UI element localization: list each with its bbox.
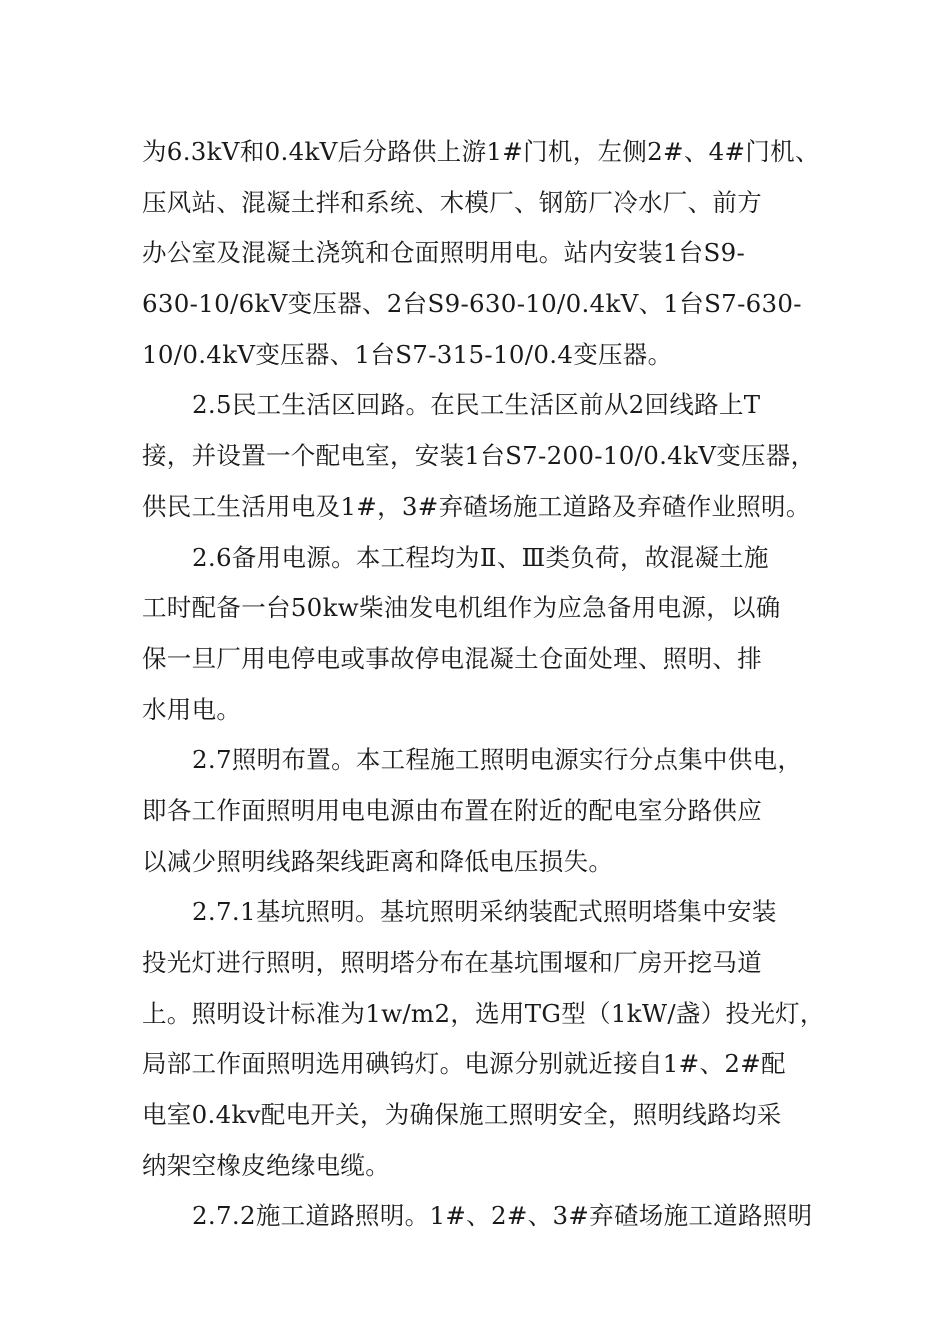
text-line: 办公室及混凝土浇筑和仓面照明用电。站内安装1台S9- xyxy=(142,238,746,268)
text-line: 水用电。 xyxy=(142,694,242,724)
paragraph-heading-line: 2.5民工生活区回路。在民工生活区前从2回线路上T xyxy=(192,390,761,420)
text-line: 即各工作面照明用电电源由布置在附近的配电室分路供应 xyxy=(142,795,762,825)
text-line: 压风站、混凝土拌和系统、木模厂、钢筋厂冷水厂、前方 xyxy=(142,187,762,217)
text-line: 以减少照明线路架线距离和降低电压损失。 xyxy=(142,846,614,876)
text-line: 接，并设置一个配电室，安装1台S7-200-10/0.4kV变压器， xyxy=(142,441,816,471)
text-line: 工时配备一台50kw柴油发电机组作为应急备用电源，以确 xyxy=(142,593,781,623)
paragraph-heading-line: 2.6备用电源。本工程均为Ⅱ、Ⅲ类负荷，故混凝土施 xyxy=(192,542,769,572)
text-line: 电室0.4kv配电开关，为确保施工照明安全，照明线路均采 xyxy=(142,1100,782,1130)
document-body xyxy=(142,127,842,1242)
text-line: 630-10/6kV变压器、2台S9-630-10/0.4kV、1台S7-630- xyxy=(142,289,802,319)
paragraph-heading-line: 2.7.1基坑照明。基坑照明采纳装配式照明塔集中安装 xyxy=(192,897,777,927)
text-line: 为6.3kV和0.4kV后分路供上游1#门机，左侧2#、4#门机、 xyxy=(142,137,820,166)
text-line: 纳架空橡皮绝缘电缆。 xyxy=(142,1150,390,1180)
text-line: 上。照明设计标准为1w/m2，选用TG型（1kW/盏）投光灯， xyxy=(142,998,825,1028)
paragraph-heading-line: 2.7照明布置。本工程施工照明电源实行分点集中供电， xyxy=(192,745,803,775)
paragraph-heading-line: 2.7.2施工道路照明。1#、2#、3#弃碴场施工道路照明 xyxy=(192,1201,813,1231)
text-line: 局部工作面照明选用碘钨灯。电源分别就近接自1#、2#配 xyxy=(142,1049,786,1079)
text-line: 10/0.4kV变压器、1台S7-315-10/0.4变压器。 xyxy=(142,339,673,369)
text-line: 保一旦厂用电停电或事故停电混凝土仓面处理、照明、排 xyxy=(142,643,762,673)
text-line: 投光灯进行照明，照明塔分布在基坑围堰和厂房开挖马道 xyxy=(142,948,762,977)
text-line: 供民工生活用电及1#，3#弃碴场施工道路及弃碴作业照明。 xyxy=(142,491,811,521)
